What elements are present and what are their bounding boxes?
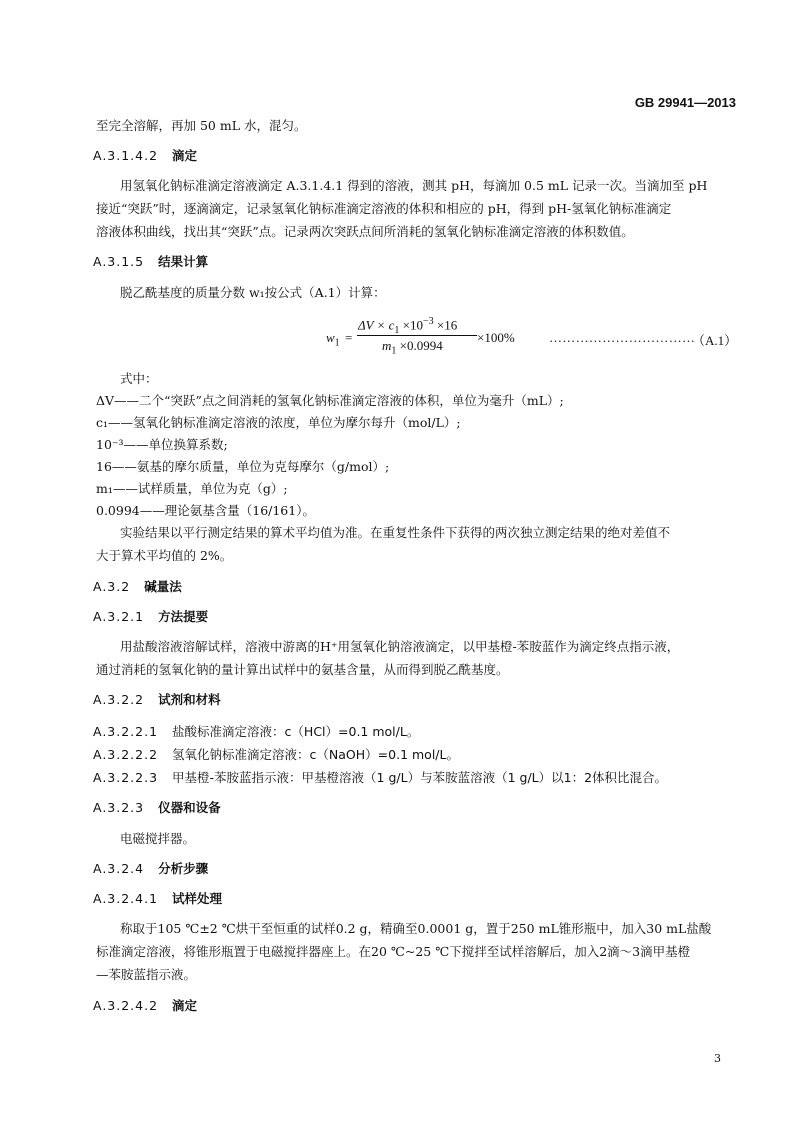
section-heading-a323 — [93, 800, 221, 816]
formula-leader-dots: …………………………… — [549, 330, 696, 345]
section-heading-a315 — [93, 254, 208, 270]
paragraph-line: 大于算术平均值的 2%。 — [96, 548, 233, 563]
paragraph-line: 脱乙酰基度的质量分数 w₁按公式（A.1）计算： — [120, 285, 386, 300]
definition-line: ΔV——二个“突跃”点之间消耗的氢氧化钠标准滴定溶液的体积，单位为毫升（mL）; — [96, 393, 564, 408]
definition-line: c₁——氢氧化钠标准滴定溶液的浓度，单位为摩尔每升（mol/L）; — [96, 415, 461, 430]
section-title: 碱量法 — [144, 579, 182, 594]
section-heading-a32 — [93, 579, 182, 595]
section-number: A.3.2 — [93, 579, 131, 594]
section-heading-a324 — [93, 861, 208, 877]
paragraph-line: 通过消耗的氢氧化钠的量计算出试样中的氨基含量，从而得到脱乙酰基度。 — [96, 662, 509, 677]
formula-equals: = — [345, 330, 353, 345]
formula-lhs: $w_1$ — [326, 330, 340, 349]
paragraph-line: 用氢氧化钠标准滴定溶液滴定 A.3.1.4.1 得到的溶液，测其 pH，每滴加 0.5 mL 记录一次。当滴加至 pH — [120, 178, 708, 193]
section-title: 试样处理 — [172, 891, 223, 906]
paragraph-line: 溶液体积曲线，找出其“突跃”点。记录两次突跃点间所消耗的氢氧化钠标准滴定溶液的体积数值。 — [96, 224, 634, 239]
section-number: A.3.1.5 — [93, 254, 145, 269]
section-number: A.3.2.4 — [93, 861, 145, 876]
item-number: A.3.2.2.1 — [93, 724, 159, 739]
definition-line: m₁——试样质量，单位为克（g）; — [96, 481, 288, 496]
formula-reference: （A.1） — [692, 333, 738, 348]
reagent-item-2 — [93, 747, 459, 763]
standard-number: GB 29941—2013 — [634, 95, 736, 110]
item-text: 氢氧化钠标准滴定溶液：c（NaOH）=0.1 mol/L。 — [172, 747, 459, 762]
section-title: 方法提要 — [158, 609, 209, 624]
page-number: 3 — [714, 1052, 721, 1065]
text-line: 至完全溶解，再加 50 mL 水，混匀。 — [96, 118, 307, 133]
fraction-bar — [357, 335, 477, 336]
item-number: A.3.2.2.3 — [93, 770, 159, 785]
section-number: A.3.1.4.2 — [93, 148, 159, 163]
section-title: 试剂和材料 — [158, 692, 221, 707]
section-title: 滴定 — [172, 148, 198, 163]
item-text: 盐酸标准滴定溶液：c（HCl）=0.1 mol/L。 — [172, 724, 420, 739]
formula-denominator: $m_1 \times 0.0994$ — [382, 338, 443, 357]
definition-line: 16——氨基的摩尔质量，单位为克每摩尔（g/mol）; — [96, 459, 390, 474]
paragraph-line: —苯胺蓝指示液。 — [96, 967, 197, 982]
section-heading-a3242 — [93, 998, 197, 1014]
formula-numerator: $\Delta V \times c_1 \times 10^{-3} \times 16$ — [358, 316, 458, 336]
section-heading-a321 — [93, 609, 208, 625]
section-heading-a3142 — [93, 148, 197, 164]
section-title: 分析步骤 — [158, 861, 209, 876]
section-number: A.3.2.4.1 — [93, 891, 159, 906]
section-heading-a322 — [93, 692, 221, 708]
definition-line: 10⁻³——单位换算系数; — [96, 437, 228, 452]
section-number: A.3.2.2 — [93, 692, 145, 707]
paragraph-line: 接近“突跃”时，逐滴滴定，记录氢氧化钠标准滴定溶液的体积和相应的 pH，得到 pH-氢氧化钠标准滴定 — [96, 201, 672, 216]
section-number: A.3.2.3 — [93, 800, 145, 815]
section-number: A.3.2.1 — [93, 609, 145, 624]
item-text: 甲基橙-苯胺蓝指示液：甲基橙溶液（1 g/L）与苯胺蓝溶液（1 g/L）以1：2体积比混合。 — [172, 770, 668, 785]
paragraph-line: 称取于105 ℃±2 ℃烘干至恒重的试样0.2 g，精确至0.0001 g，置于250 mL锥形瓶中，加入30 mL盐酸 — [120, 921, 712, 936]
paragraph-line: 标准滴定溶液，将锥形瓶置于电磁搅拌器座上。在20 ℃~25 ℃下搅拌至试样溶解后，加入2滴～3滴甲基橙 — [96, 944, 691, 959]
paragraph-line: 电磁搅拌器。 — [120, 831, 196, 846]
paragraph-line: 用盐酸溶液溶解试样，溶液中游离的H⁺用氢氧化钠溶液滴定，以甲基橙-苯胺蓝作为滴定终点指示液， — [120, 639, 680, 654]
section-number: A.3.2.4.2 — [93, 998, 159, 1013]
paragraph-line: 实验结果以平行测定结果的算术平均值为准。在重复性条件下获得的两次独立测定结果的绝对差值不 — [120, 525, 671, 540]
section-title: 仪器和设备 — [158, 800, 221, 815]
section-title: 结果计算 — [158, 254, 209, 269]
where-label: 式中： — [120, 371, 158, 386]
formula-percent: ×100% — [477, 330, 515, 345]
reagent-item-3 — [93, 770, 667, 786]
definition-line: 0.0994——理论氨基含量（16/161）。 — [96, 503, 315, 518]
reagent-item-1 — [93, 724, 419, 740]
section-title: 滴定 — [172, 998, 198, 1013]
section-heading-a3241 — [93, 891, 222, 907]
item-number: A.3.2.2.2 — [93, 747, 159, 762]
